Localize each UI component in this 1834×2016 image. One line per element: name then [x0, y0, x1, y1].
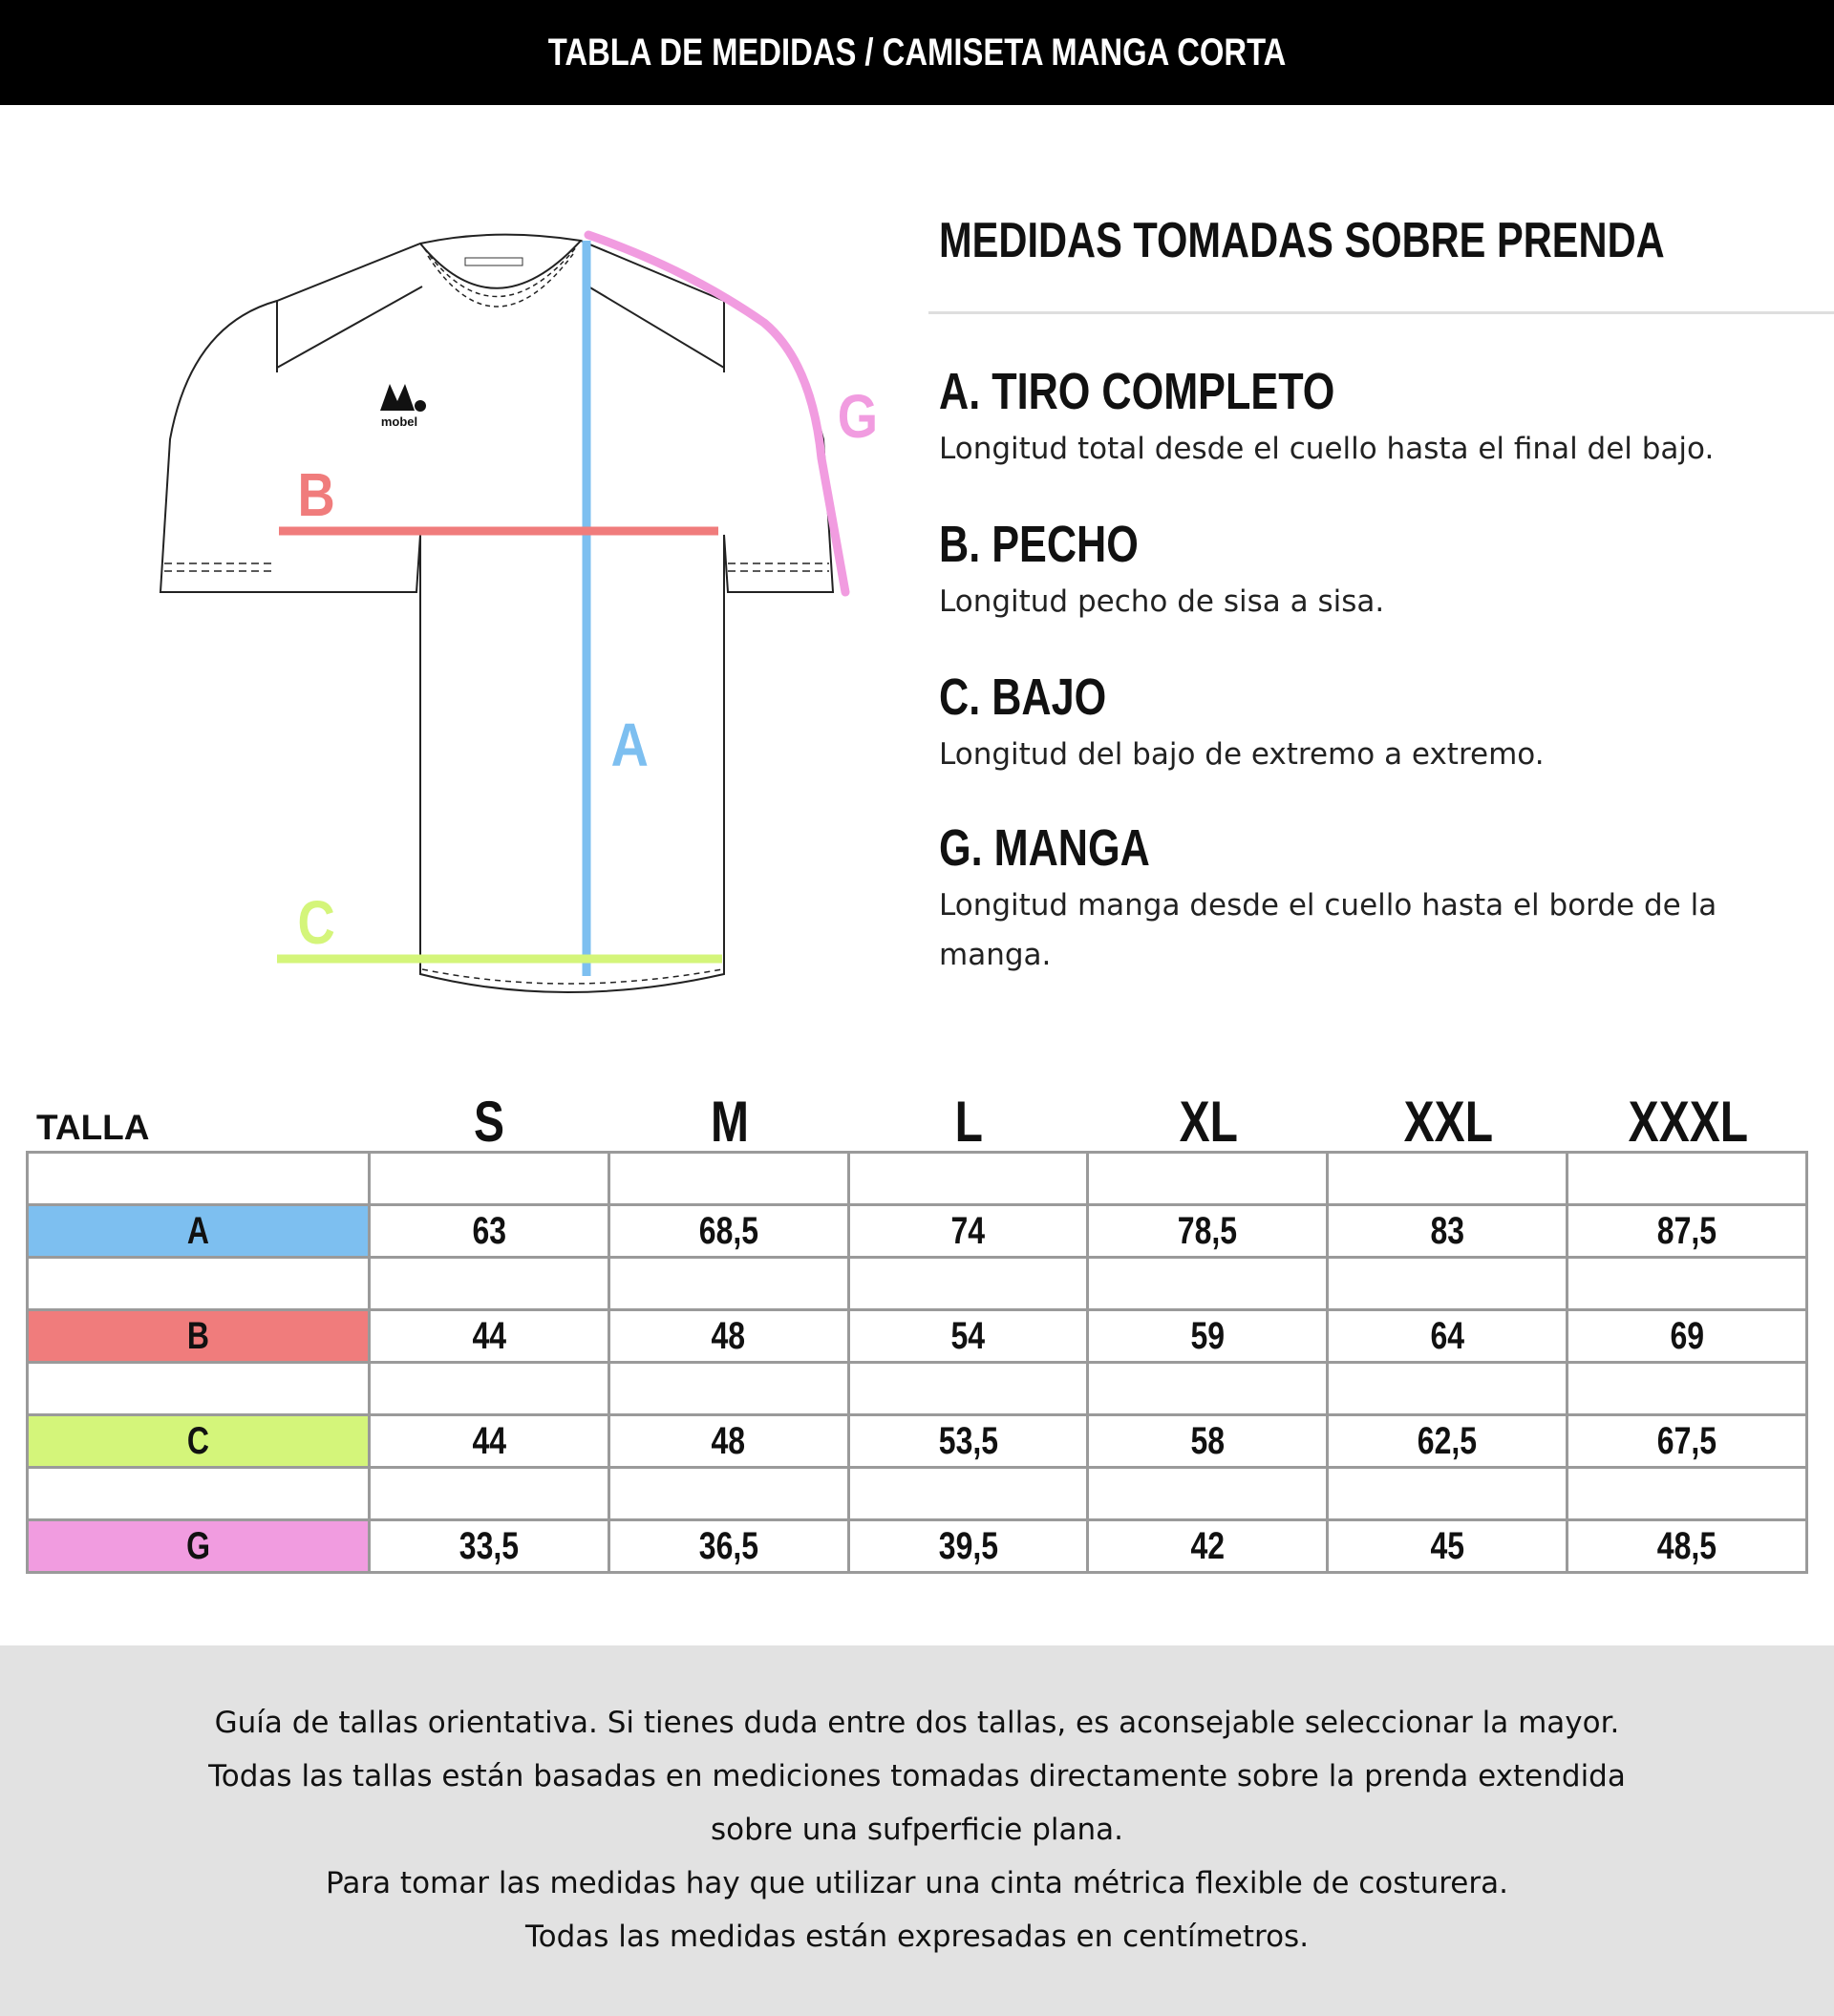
spacer-row — [28, 1468, 1807, 1520]
footer-line: Todas las tallas están basadas en mediciones tomadas directamente sobre la prenda extendida — [208, 1759, 1626, 1793]
row-label-b: B — [28, 1310, 370, 1363]
cell-c-xl: 58 — [1190, 1419, 1226, 1462]
cell-g-xl: 42 — [1190, 1524, 1226, 1567]
spacer-row — [28, 1363, 1807, 1415]
measure-g — [939, 819, 1760, 980]
size-header-xxl: XXL — [1403, 1090, 1494, 1154]
footer-line: Todas las medidas están expresadas en centímetros. — [524, 1920, 1310, 1954]
cell-b-s: 44 — [472, 1314, 506, 1357]
brand-text: mobel — [380, 414, 418, 429]
cell-b-l: 54 — [950, 1314, 986, 1357]
measure-a-desc: Longitud total desde el cuello hasta el final del bajo. — [939, 432, 1715, 466]
cell-g-xxl: 45 — [1430, 1524, 1465, 1567]
cell-b-xxxl: 69 — [1670, 1314, 1704, 1357]
page-title: TABLA DE MEDIDAS / CAMISETA MANGA CORTA — [547, 31, 1287, 74]
cell-c-m: 48 — [711, 1419, 746, 1462]
cell-g-xxxl: 48,5 — [1656, 1524, 1717, 1567]
cell-c-xxl: 62,5 — [1418, 1419, 1478, 1462]
measure-a — [939, 363, 1780, 474]
cell-a-xl: 78,5 — [1178, 1209, 1238, 1252]
cell-g-m: 36,5 — [698, 1524, 758, 1567]
table-row-g — [28, 1520, 1807, 1573]
measure-b-heading: B. PECHO — [939, 516, 1139, 573]
measure-c-desc: Longitud del bajo de extremo a extremo. — [939, 737, 1545, 772]
measure-g-heading: G. MANGA — [939, 819, 1150, 877]
measure-g-desc: Longitud manga desde el cuello hasta el borde de la manga. — [939, 888, 1717, 972]
cell-b-xxl: 64 — [1430, 1314, 1465, 1357]
measures-title: MEDIDAS TOMADAS SOBRE PRENDA — [939, 213, 1665, 268]
letter-g: G — [837, 381, 879, 452]
spacer-row — [28, 1153, 1807, 1205]
cell-a-m: 68,5 — [698, 1209, 758, 1252]
talla-label: TALLA — [36, 1108, 150, 1147]
cell-a-s: 63 — [472, 1209, 506, 1252]
size-header-xxxl: XXXL — [1628, 1090, 1749, 1154]
cell-a-xxl: 83 — [1430, 1209, 1465, 1252]
size-table — [26, 1151, 1808, 1574]
letter-c: C — [297, 887, 335, 958]
table-row-b — [28, 1310, 1807, 1363]
row-label-a: A — [28, 1205, 370, 1258]
page-header — [0, 0, 1834, 105]
footer-line: Para tomar las medidas hay que utilizar una cinta métrica flexible de costurera. — [326, 1866, 1508, 1900]
table-row-c — [28, 1415, 1807, 1468]
measure-c — [939, 668, 1780, 779]
cell-c-xxxl: 67,5 — [1656, 1419, 1717, 1462]
letter-a: A — [610, 710, 649, 780]
tshirt-diagram — [143, 220, 888, 1012]
measure-a-heading: A. TIRO COMPLETO — [939, 363, 1335, 420]
footer-line: sobre una sufperficie plana. — [710, 1813, 1124, 1847]
row-label-c: C — [28, 1415, 370, 1468]
size-header-m: M — [710, 1090, 749, 1154]
cell-g-l: 39,5 — [938, 1524, 998, 1567]
cell-a-xxxl: 87,5 — [1656, 1209, 1717, 1252]
divider — [928, 311, 1834, 314]
size-header-s: S — [474, 1090, 505, 1154]
cell-c-s: 44 — [472, 1419, 506, 1462]
cell-c-l: 53,5 — [938, 1419, 998, 1462]
table-row-a — [28, 1205, 1807, 1258]
cell-g-s: 33,5 — [458, 1524, 520, 1567]
measure-c-heading: C. BAJO — [939, 668, 1107, 726]
measure-b-desc: Longitud pecho de sisa a sisa. — [939, 584, 1385, 619]
footer-notes — [0, 1645, 1834, 2016]
spacer-row — [28, 1258, 1807, 1310]
cell-b-m: 48 — [711, 1314, 746, 1357]
letter-b: B — [297, 459, 335, 530]
row-label-g: G — [28, 1520, 370, 1573]
tshirt-outline — [160, 235, 833, 992]
cell-a-l: 74 — [950, 1209, 986, 1252]
cell-b-xl: 59 — [1190, 1314, 1226, 1357]
size-header-xl: XL — [1179, 1090, 1239, 1154]
footer-line: Guía de tallas orientativa. Si tienes duda entre dos tallas, es aconsejable seleccionar la mayor. — [214, 1706, 1620, 1740]
measure-b — [939, 516, 1780, 626]
size-header-l: L — [954, 1090, 984, 1154]
